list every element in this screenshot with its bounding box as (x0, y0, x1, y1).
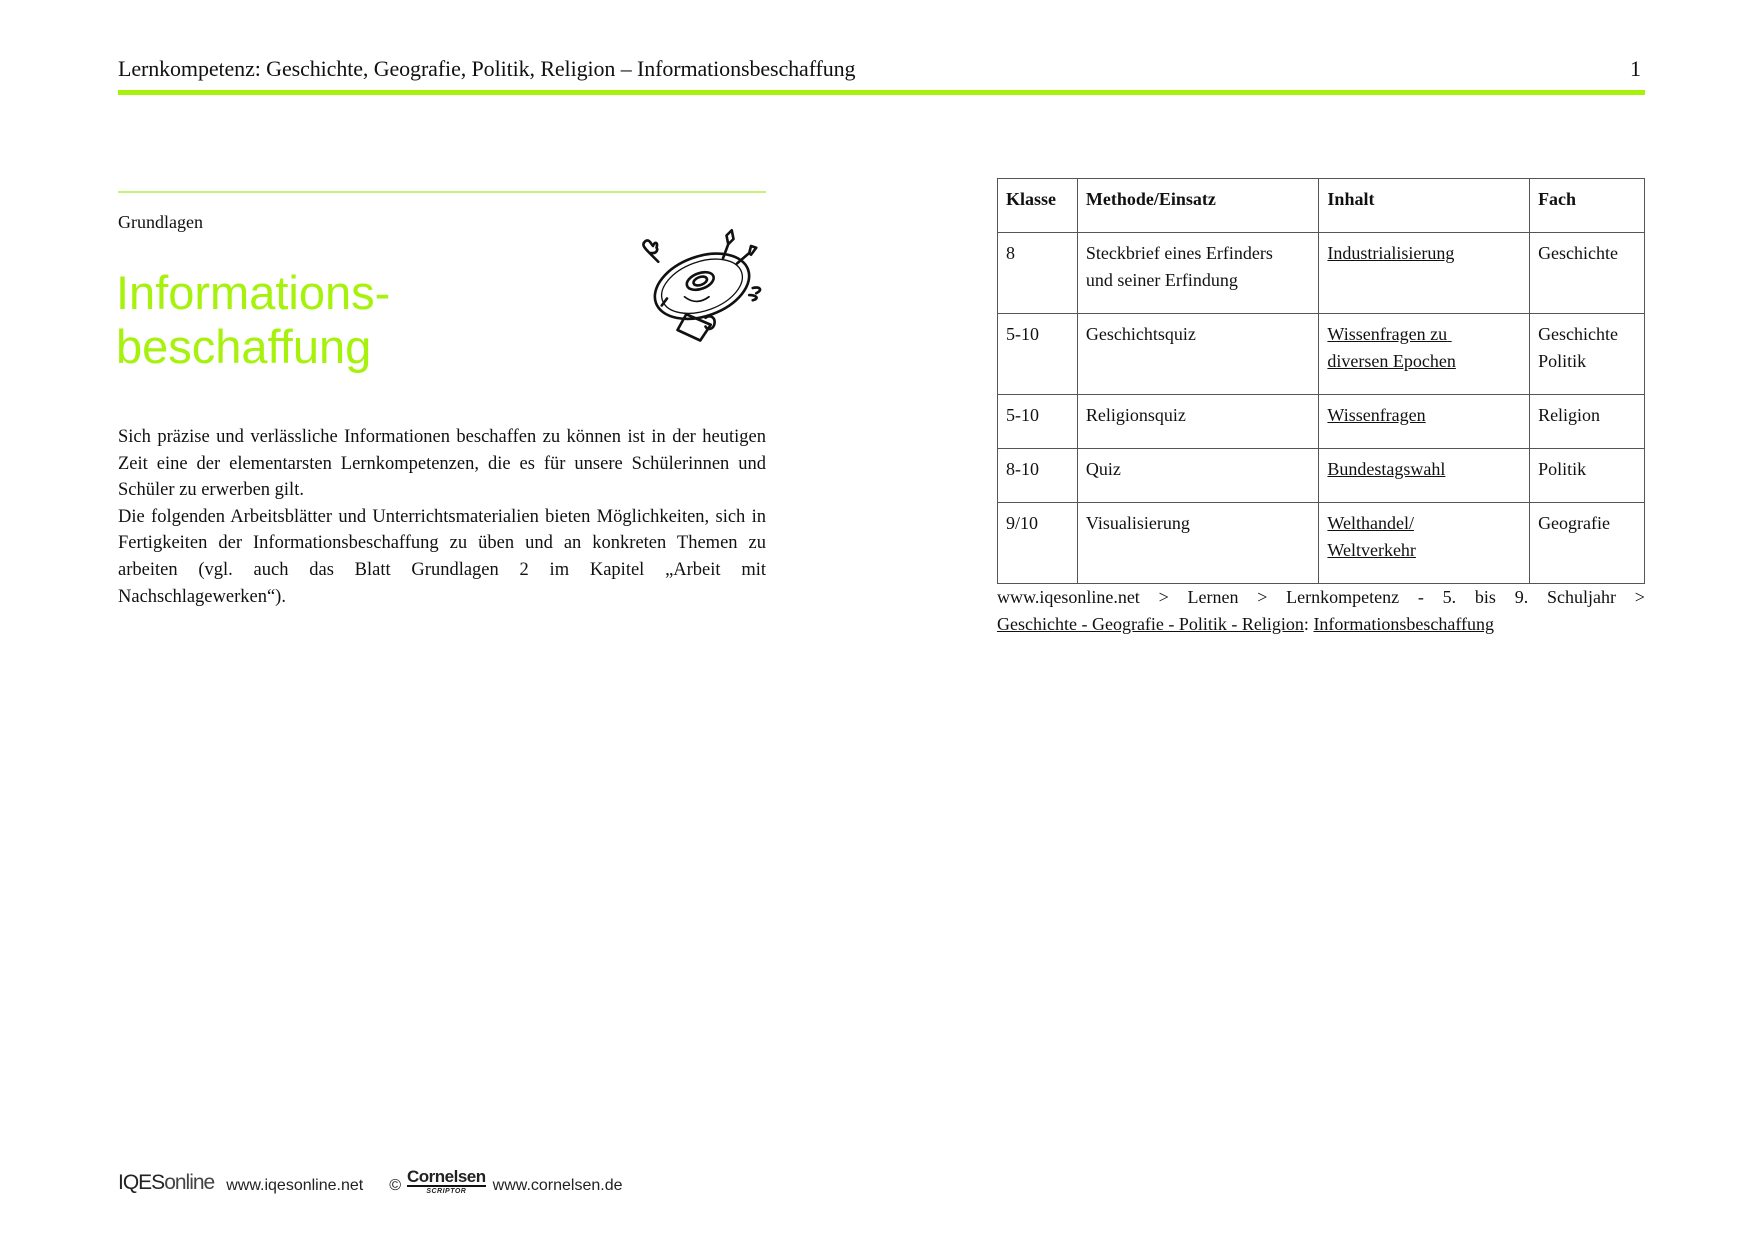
logo-text: online (164, 1171, 215, 1194)
logo-text: IQES (118, 1171, 165, 1194)
cell-methode: Quiz (1077, 449, 1319, 503)
intro-paragraph-1: Sich präzise und verlässliche Informationen beschaffen zu können ist in der heutigen Zeit eine der elementarsten Lernkompetenzen, die es für unsere Schülerinnen und Schüler zu erwerben gilt. (118, 427, 766, 501)
cell-klasse: 8 (998, 233, 1078, 314)
column-header-fach: Fach (1530, 179, 1645, 233)
cell-klasse: 5-10 (998, 395, 1078, 449)
breadcrumb-link-informationsbeschaffung[interactable]: Informationsbeschaffung (1313, 613, 1495, 634)
cell-methode: Religionsquiz (1077, 395, 1319, 449)
cell-methode: Visualisierung (1077, 503, 1319, 584)
breadcrumb-link-subjects[interactable]: Geschichte - Geografie - Politik - Religion (997, 613, 1304, 634)
header-title: Lernkompetenz: Geschichte, Geografie, Politik, Religion – Informationsbeschaffung (118, 56, 856, 81)
section-label: Grundlagen (118, 212, 203, 232)
intro-paragraph-2: Die folgenden Arbeitsblätter und Unterrichtsmaterialien bieten Möglichkeiten, sich in Fertigkeiten der Informationsbeschaffung zu üben und an konkreten Themen zu arbeiten (vgl. auch das Blatt Grundlagen 2 im Kapitel „Arbeit mit Nachschlagewerken“). (118, 506, 766, 607)
inhalt-link-welthandel[interactable] (1327, 513, 1416, 560)
breadcrumb-item: bis (1474, 587, 1496, 607)
breadcrumb-separator: > (1634, 587, 1645, 607)
title-line-1: Informations- (116, 266, 391, 319)
intro-text (118, 424, 766, 610)
link-text-line: diversen Epochen (1327, 350, 1456, 371)
breadcrumb (997, 584, 1645, 637)
page-number: 1 (1630, 56, 1641, 81)
table-row (998, 503, 1645, 584)
section-rule (118, 191, 766, 193)
inhalt-link-bundestagswahl[interactable]: Bundestagswahl (1327, 459, 1446, 479)
iqes-logo (118, 1171, 214, 1195)
cell-methode-line: Steckbrief eines Erfinders (1085, 243, 1273, 263)
table-row (998, 233, 1645, 314)
column-header-methode: Methode/Einsatz (1077, 179, 1319, 233)
breadcrumb-item: 5. (1442, 587, 1457, 607)
cell-fach (1530, 314, 1645, 395)
breadcrumb-item: 9. (1514, 587, 1529, 607)
cell-fach-line: Geschichte (1538, 324, 1619, 344)
breadcrumb-path (997, 584, 1645, 611)
cell-fach: Geografie (1530, 503, 1645, 584)
materials-table (997, 178, 1645, 584)
breadcrumb-separator: > (1158, 587, 1169, 607)
cell-klasse: 8-10 (998, 449, 1078, 503)
cell-klasse: 9/10 (998, 503, 1078, 584)
cell-fach: Geschichte (1530, 233, 1645, 314)
column-header-inhalt: Inhalt (1319, 179, 1530, 233)
iqes-url: www.iqesonline.net (226, 1177, 364, 1194)
cell-inhalt (1319, 449, 1530, 503)
cell-inhalt (1319, 503, 1530, 584)
cell-inhalt (1319, 314, 1530, 395)
cell-fach: Politik (1530, 449, 1645, 503)
header-rule (118, 90, 1645, 95)
cell-methode-line: und seiner Erfindung (1085, 269, 1238, 290)
publisher-name: Cornelsen (407, 1167, 486, 1186)
inhalt-link-industrialisierung[interactable]: Industrialisierung (1327, 243, 1455, 263)
breadcrumb-links (997, 611, 1645, 638)
cell-methode (1077, 233, 1319, 314)
cell-klasse: 5-10 (998, 314, 1078, 395)
breadcrumb-colon: : (1303, 613, 1309, 634)
cell-methode: Geschichtsquiz (1077, 314, 1319, 395)
cornelsen-logo (407, 1168, 486, 1195)
copyright-symbol: © (389, 1177, 402, 1194)
link-text-line: Wissenfragen zu (1327, 324, 1448, 344)
breadcrumb-item: www.iqesonline.net (997, 587, 1140, 607)
breadcrumb-item: Lernen (1187, 587, 1239, 607)
footer (118, 1168, 623, 1195)
cell-inhalt (1319, 395, 1530, 449)
column-header-klasse: Klasse (998, 179, 1078, 233)
cell-fach: Religion (1530, 395, 1645, 449)
breadcrumb-item: Schuljahr (1546, 587, 1616, 607)
breadcrumb-separator: - (1417, 587, 1424, 607)
cell-inhalt (1319, 233, 1530, 314)
table-header-row (998, 179, 1645, 233)
link-text-line: Welthandel/ (1327, 513, 1414, 533)
cell-fach-line: Politik (1538, 350, 1587, 371)
inhalt-link-wissenfragen[interactable]: Wissenfragen (1327, 405, 1426, 425)
breadcrumb-separator: > (1257, 587, 1268, 607)
breadcrumb-item: Lernkompetenz (1286, 587, 1400, 607)
cd-disc-mascot-icon (632, 226, 772, 350)
link-text-line: Weltverkehr (1327, 539, 1416, 560)
table-row (998, 395, 1645, 449)
table-row (998, 449, 1645, 503)
table-row (998, 314, 1645, 395)
inhalt-link-wissenfragen-epochen[interactable] (1327, 324, 1455, 371)
publisher-sub: SCRIPTOR (426, 1188, 467, 1195)
document-title (116, 266, 390, 374)
title-line-2: beschaffung (116, 320, 372, 373)
cornelsen-url: www.cornelsen.de (492, 1177, 623, 1194)
